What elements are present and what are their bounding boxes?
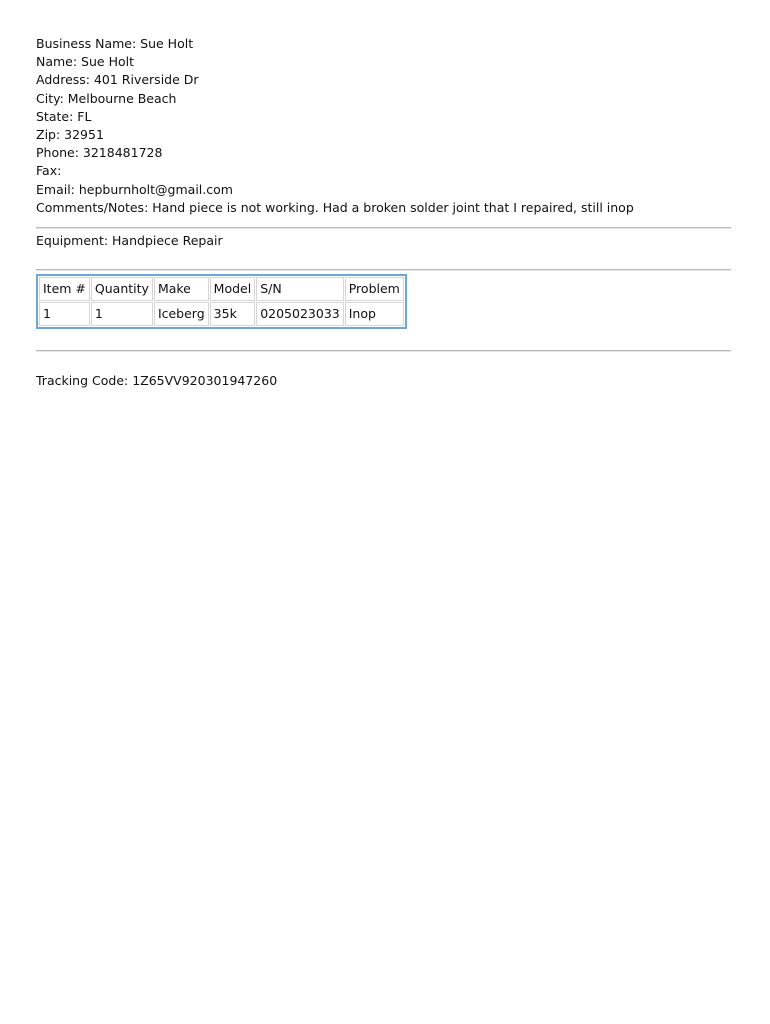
cell-quantity: 1: [91, 302, 153, 326]
header-model: Model: [210, 277, 256, 301]
header-quantity: Quantity: [91, 277, 153, 301]
table-header-row: [39, 277, 404, 301]
items-table: [36, 274, 407, 329]
cell-model: 35k: [210, 302, 256, 326]
header-item-number: Item #: [39, 277, 90, 301]
fax-line: Fax:: [36, 163, 62, 179]
header-problem: Problem: [345, 277, 404, 301]
tracking-code: Tracking Code: 1Z65VV920301947260: [36, 372, 278, 388]
email-line: Email: hepburnholt@gmail.com: [36, 181, 233, 197]
repair-form-document: [36, 35, 731, 390]
zip-line: Zip: 32951: [36, 126, 104, 142]
customer-info: [36, 35, 731, 217]
name-line: Name: Sue Holt: [36, 54, 135, 70]
header-make: Make: [154, 277, 209, 301]
business-name-line: Business Name: Sue Holt: [36, 36, 194, 51]
equipment-label: Equipment: Handpiece Repair: [36, 232, 223, 248]
cell-item-number: 1: [39, 302, 90, 326]
header-serial-number: S/N: [256, 277, 344, 301]
cell-problem: Inop: [345, 302, 404, 326]
comments-line: Comments/Notes: Hand piece is not working. Had a broken solder joint that I repaired, still inop: [36, 199, 634, 215]
state-line: State: FL: [36, 108, 92, 124]
cell-serial-number: 0205023033: [256, 302, 344, 326]
phone-line: Phone: 3218481728: [36, 145, 163, 161]
table-row: [39, 302, 404, 326]
cell-make: Iceberg: [154, 302, 209, 326]
city-line: City: Melbourne Beach: [36, 90, 177, 106]
address-line: Address: 401 Riverside Dr: [36, 72, 199, 88]
